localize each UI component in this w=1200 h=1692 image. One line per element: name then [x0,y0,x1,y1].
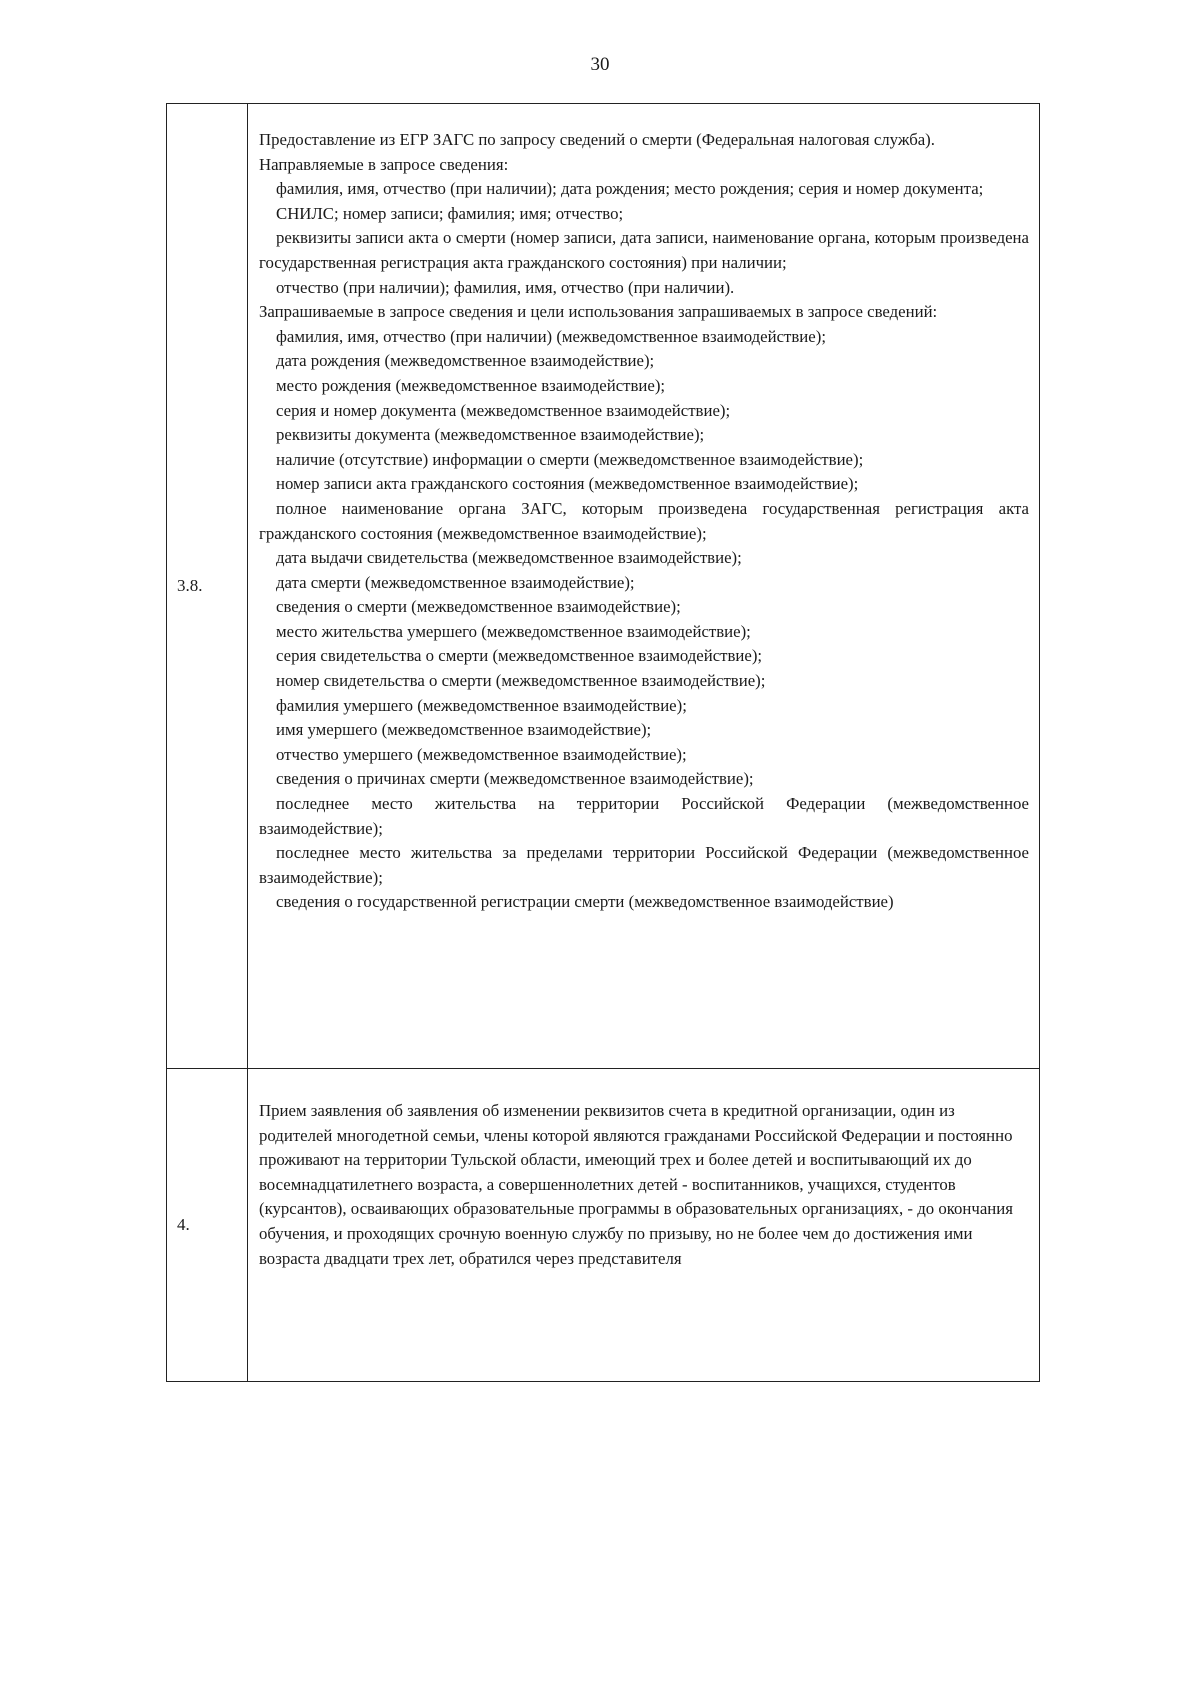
table-row [167,104,1040,1069]
requested-item: последнее место жительства на территории Российской Федерации (межведомственное взаимодействие); [259,794,1029,838]
requested-item: последнее место жительства за пределами территории Российской Федерации (межведомственное взаимодействие); [259,843,1029,887]
requested-item: номер записи акта гражданского состояния (межведомственное взаимодействие); [276,474,859,494]
sent-heading: Направляемые в запросе сведения: [259,154,509,174]
requested-item: дата выдачи свидетельства (межведомственное взаимодействие); [276,548,742,568]
requested-item: фамилия, имя, отчество (при наличии) (межведомственное взаимодействие); [276,326,826,346]
requested-item: дата смерти (межведомственное взаимодействие); [276,572,635,592]
sent-item: фамилия, имя, отчество (при наличии); дата рождения; место рождения; серия и номер документа; [276,179,984,199]
table-row [167,1069,1040,1382]
requested-item: серия свидетельства о смерти (межведомственное взаимодействие); [276,646,763,666]
requested-item: дата рождения (межведомственное взаимодействие); [276,351,655,371]
requested-item: реквизиты документа (межведомственное взаимодействие); [276,425,705,445]
requested-item: сведения о государственной регистрации смерти (межведомственное взаимодействие) [276,892,894,912]
page-number: 30 [590,54,610,75]
requested-item: отчество умершего (межведомственное взаимодействие); [276,744,687,764]
requested-item: место рождения (межведомственное взаимодействие); [276,375,666,395]
row-number: 3.8. [167,104,248,1069]
service-title: Предоставление из ЕГР ЗАГС по запросу сведений о смерти (Федеральная налоговая служба). [259,130,935,149]
sent-item: СНИЛС; номер записи; фамилия; имя; отчество; [276,203,624,223]
row-number: 4. [167,1069,248,1382]
row-description [248,1069,1040,1382]
services-table [166,103,1040,1382]
requested-item: имя умершего (межведомственное взаимодействие); [276,720,652,740]
row-description [248,104,1040,1069]
requested-item: номер свидетельства о смерти (межведомственное взаимодействие); [276,671,766,691]
requested-item: серия и номер документа (межведомственное взаимодействие); [276,400,731,420]
sent-item: отчество (при наличии); фамилия, имя, отчество (при наличии). [276,277,735,297]
service-text: Прием заявления об заявления об изменении реквизитов счета в кредитной организации, один из родителей многодетной семьи, члены которой являются гражданами Российской Федерации и постоянно проживают на территории Тульской области, имеющий трех и более детей и воспитывающий их до восемнадцатилетнего возраста, а совершеннолетних детей - воспитанников, учащихся, студентов (курсантов), осваивающих образовательные программы в образовательных организациях, - до окончания обучения, и проходящих срочную военную службу по призыву, но не более чем до достижения ими возраста двадцати трех лет, обратился через представителя [259,1101,1013,1268]
requested-heading: Запрашиваемые в запросе сведения и цели использования запрашиваемых в запросе сведений: [259,302,938,322]
requested-item: сведения о причинах смерти (межведомственное взаимодействие); [276,769,754,789]
sent-item: реквизиты записи акта о смерти (номер записи, дата записи, наименование органа, которым произведена государственная регистрация акта гражданского состояния) при наличии; [259,228,1029,272]
requested-item: наличие (отсутствие) информации о смерти (межведомственное взаимодействие); [276,449,864,469]
requested-item: место жительства умершего (межведомственное взаимодействие); [276,621,751,641]
requested-item: сведения о смерти (межведомственное взаимодействие); [276,597,681,617]
requested-item: полное наименование органа ЗАГС, которым произведена государственная регистрация акта гражданского состояния (межведомственное взаимодействие); [259,498,1029,543]
requested-item: фамилия умершего (межведомственное взаимодействие); [276,695,687,715]
